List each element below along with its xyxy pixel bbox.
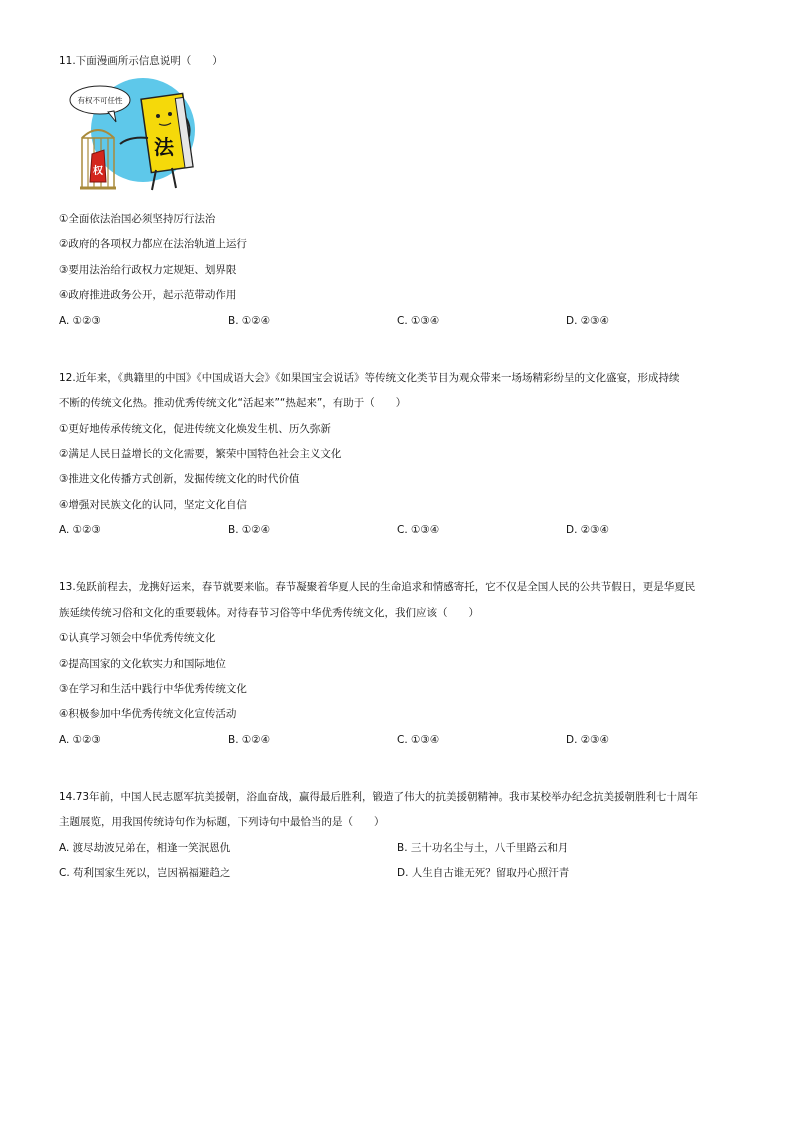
q13-item-3: ③在学习和生活中践行中华优秀传统文化 [59, 683, 247, 695]
q11-item-1: ①全面依法治国必须坚持厉行法治 [59, 213, 216, 225]
q12-stem-line-1: 12.近年来，《典籍里的中国》《中国成语大会》《如果国宝会说话》等传统文化类节目为观众带来一场场精彩纷呈的文化盛宴，形成持续 [59, 372, 680, 384]
q13-option-b[interactable]: B. ①②④ [228, 734, 271, 746]
q11-option-d[interactable]: D. ②③④ [566, 315, 609, 327]
q11-option-a[interactable]: A. ①②③ [59, 315, 101, 327]
q13-option-d[interactable]: D. ②③④ [566, 734, 609, 746]
q11-cartoon-image [68, 78, 208, 198]
q11-option-c[interactable]: C. ①③④ [397, 315, 440, 327]
q14-stem-line-1: 14.73年前，中国人民志愿军抗美援朝，浴血奋战，赢得最后胜利，锻造了伟大的抗美援朝精神。我市某校举办纪念抗美援朝胜利七十周年 [59, 791, 699, 803]
q11-stem: 11.下面漫画所示信息说明（ ） [59, 55, 223, 67]
q13-item-2: ②提高国家的文化软实力和国际地位 [59, 658, 226, 670]
q14-option-a[interactable]: A. 渡尽劫波兄弟在，相逢一笑泯恩仇 [59, 842, 231, 854]
q13-stem-line-2: 族延续传统习俗和文化的重要载体。对待春节习俗等中华优秀传统文化，我们应该（ ） [59, 607, 479, 619]
q11-option-b[interactable]: B. ①②④ [228, 315, 271, 327]
q11-book-text: 法 [154, 135, 174, 159]
q12-item-3: ③推进文化传播方式创新，发掘传统文化的时代价值 [59, 473, 300, 485]
q14-stem-line-2: 主题展览，用我国传统诗句作为标题，下列诗句中最恰当的是（ ） [59, 816, 385, 828]
q12-option-b[interactable]: B. ①②④ [228, 524, 271, 536]
q13-option-c[interactable]: C. ①③④ [397, 734, 440, 746]
q14-option-d[interactable]: D. 人生自古谁无死？留取丹心照汗青 [397, 867, 570, 879]
q12-option-a[interactable]: A. ①②③ [59, 524, 101, 536]
q11-cartoon [68, 78, 208, 198]
q14-option-c[interactable]: C. 苟利国家生死以，岂因祸福避趋之 [59, 867, 231, 879]
q14-option-b[interactable]: B. 三十功名尘与土，八千里路云和月 [397, 842, 569, 854]
q13-option-a[interactable]: A. ①②③ [59, 734, 101, 746]
q13-item-4: ④积极参加中华优秀传统文化宣传活动 [59, 708, 237, 720]
q12-item-1: ①更好地传承传统文化，促进传统文化焕发生机、历久弥新 [59, 423, 331, 435]
q12-option-d[interactable]: D. ②③④ [566, 524, 609, 536]
q13-item-1: ①认真学习领会中华优秀传统文化 [59, 632, 216, 644]
q12-option-c[interactable]: C. ①③④ [397, 524, 440, 536]
q12-stem-line-2: 不断的传统文化热。推动优秀传统文化“活起来”“热起来”，有助于（ ） [59, 397, 407, 409]
q13-stem-line-1: 13.兔跃前程去，龙携好运来，春节就要来临。春节凝聚着华夏人民的生命追求和情感寄托，它不仅是全国人民的公共节假日，更是华夏民 [59, 581, 696, 593]
q11-item-4: ④政府推进政务公开，起示范带动作用 [59, 289, 237, 301]
q11-item-2: ②政府的各项权力都应在法治轨道上运行 [59, 238, 247, 250]
q11-item-3: ③要用法治给行政权力定规矩、划界限 [59, 264, 237, 276]
q12-item-2: ②满足人民日益增长的文化需要，繁荣中国特色社会主义文化 [59, 448, 342, 460]
q12-item-4: ④增强对民族文化的认同，坚定文化自信 [59, 499, 247, 511]
q11-bubble-text: 有权不可任性 [77, 96, 123, 105]
q11-cage-figure-text: 权 [93, 166, 103, 177]
